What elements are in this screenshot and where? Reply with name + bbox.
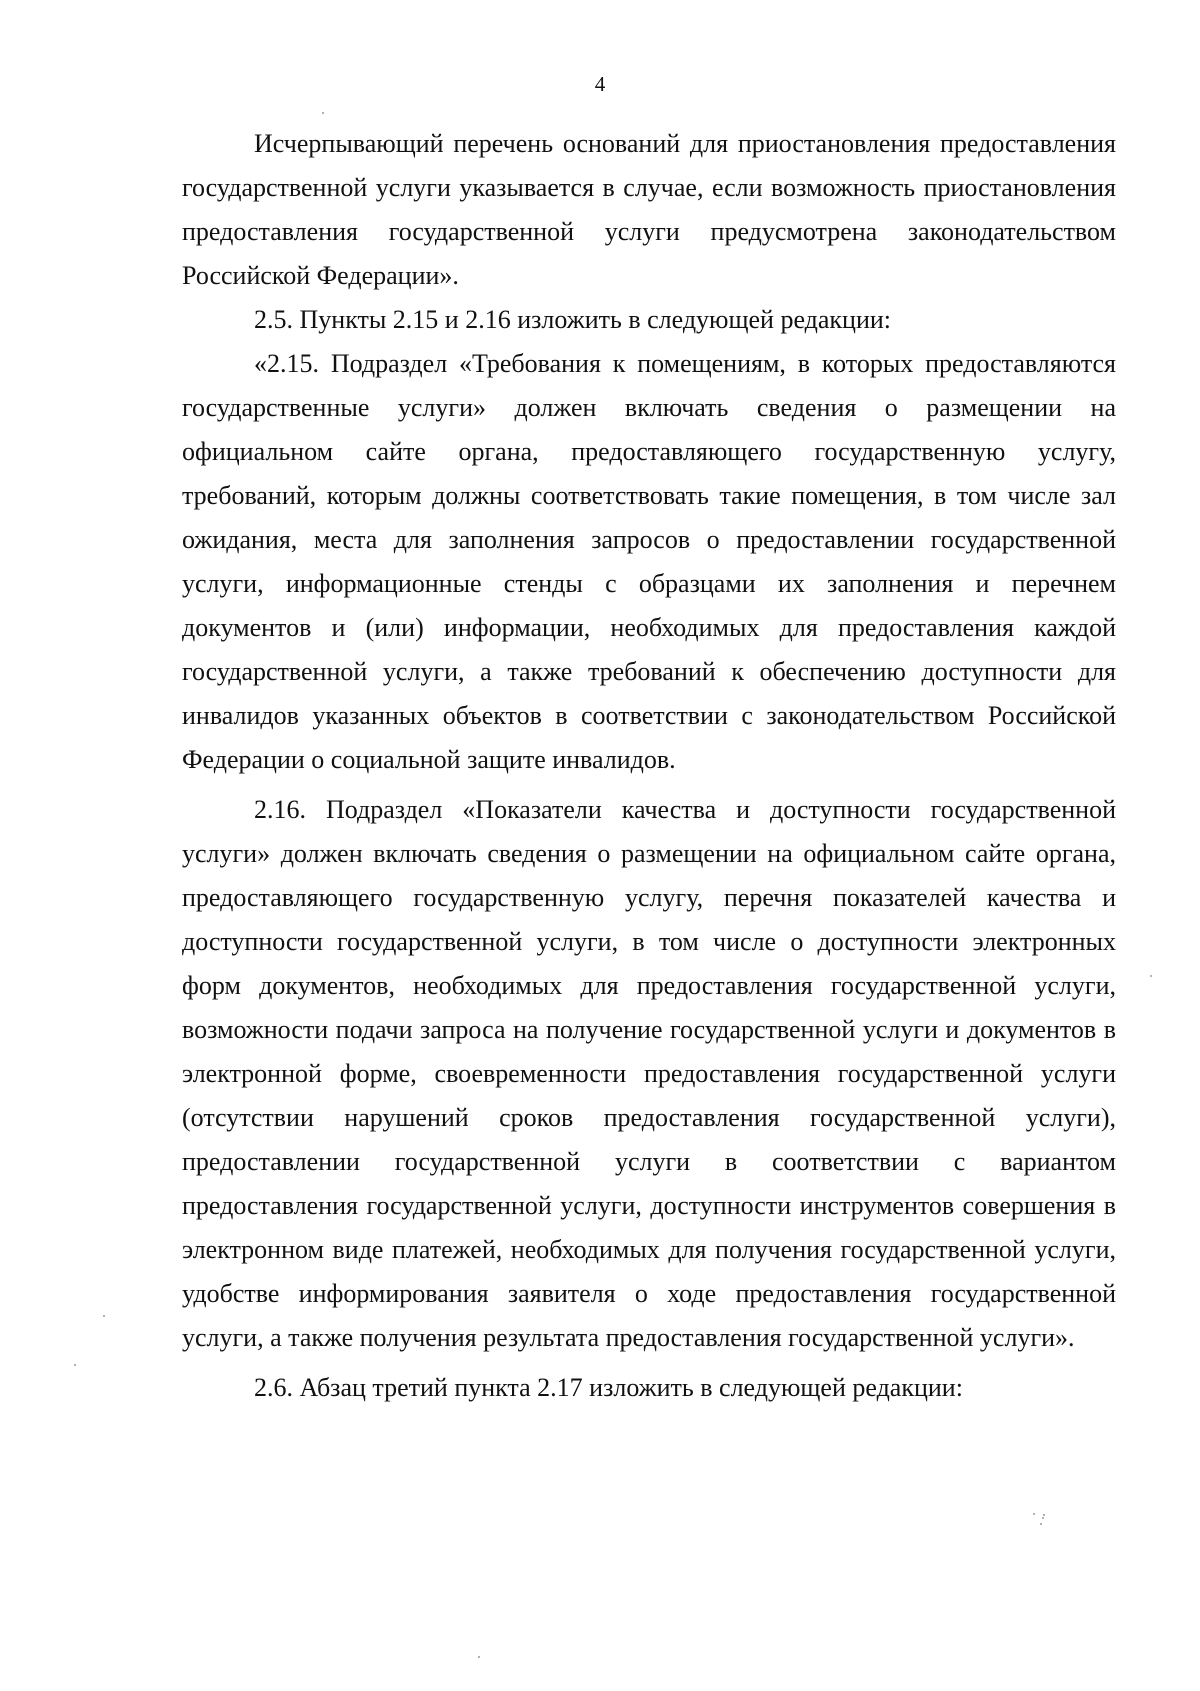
paragraph-suspension-grounds: Исчерпывающий перечень оснований для приостановления предоставления государственной услуги указывается в случае, если возможность приостановления предоставления государственной услуги предусмотрена законодательством Российской Федерации». <box>182 129 1116 290</box>
paragraph-item-2-15: «2.15. Подраздел «Требования к помещениям, в которых предоставляются государственные услуги» должен включать сведения о размещении на официальном сайте органа, предоставляющего государственную услугу, требований, которым должны соответствовать такие помещения, в том числе зал ожидания, места для заполнения запросов о предоставлении государственной услуги, информационные стенды с образцами их заполнения и перечнем документов и (или) информации, необходимых для предоставления каждой государственной услуги, а также требований к обеспечению доступности для инвалидов указанных объектов в соответствии с законодательством Российской Федерации о социальной защите инвалидов. <box>182 349 1116 774</box>
paragraph-item-2-5: 2.5. Пункты 2.15 и 2.16 изложить в следующей редакции: <box>254 305 892 334</box>
document-body <box>182 122 1116 1410</box>
paragraph-item-2-16: 2.16. Подраздел «Показатели качества и доступности государственной услуги» должен включать сведения о размещении на официальном сайте органа, предоставляющего государственную услугу, перечня показателей качества и доступности государственной услуги, в том числе о доступности электронных форм документов, необходимых для предоставления государственной услуги, возможности подачи запроса на получение государственной услуги и документов в электронной форме, своевременности предоставления государственной услуги (отсутствии нарушений сроков предоставления государственной услуги), предоставлении государственной услуги в соответствии с вариантом предоставления государственной услуги, доступности инструментов совершения в электронном виде платежей, необходимых для получения государственной услуги, удобстве информирования заявителя о ходе предоставления государственной услуги, а также получения результата предоставления государственной услуги». <box>182 795 1116 1352</box>
scan-speck <box>1042 1517 1044 1519</box>
scan-speck <box>1150 975 1152 977</box>
scan-speck <box>1033 1513 1035 1515</box>
scan-speck <box>478 1656 480 1658</box>
paragraph-item-2-6: 2.6. Абзац третий пункта 2.17 изложить в следующей редакции: <box>254 1373 963 1402</box>
scan-speck <box>1040 1523 1042 1525</box>
scan-speck <box>1043 1514 1045 1516</box>
scan-speck <box>103 1315 105 1317</box>
scan-speck <box>74 1364 76 1366</box>
page-number: 4 <box>594 72 606 96</box>
scan-speck <box>322 112 324 114</box>
